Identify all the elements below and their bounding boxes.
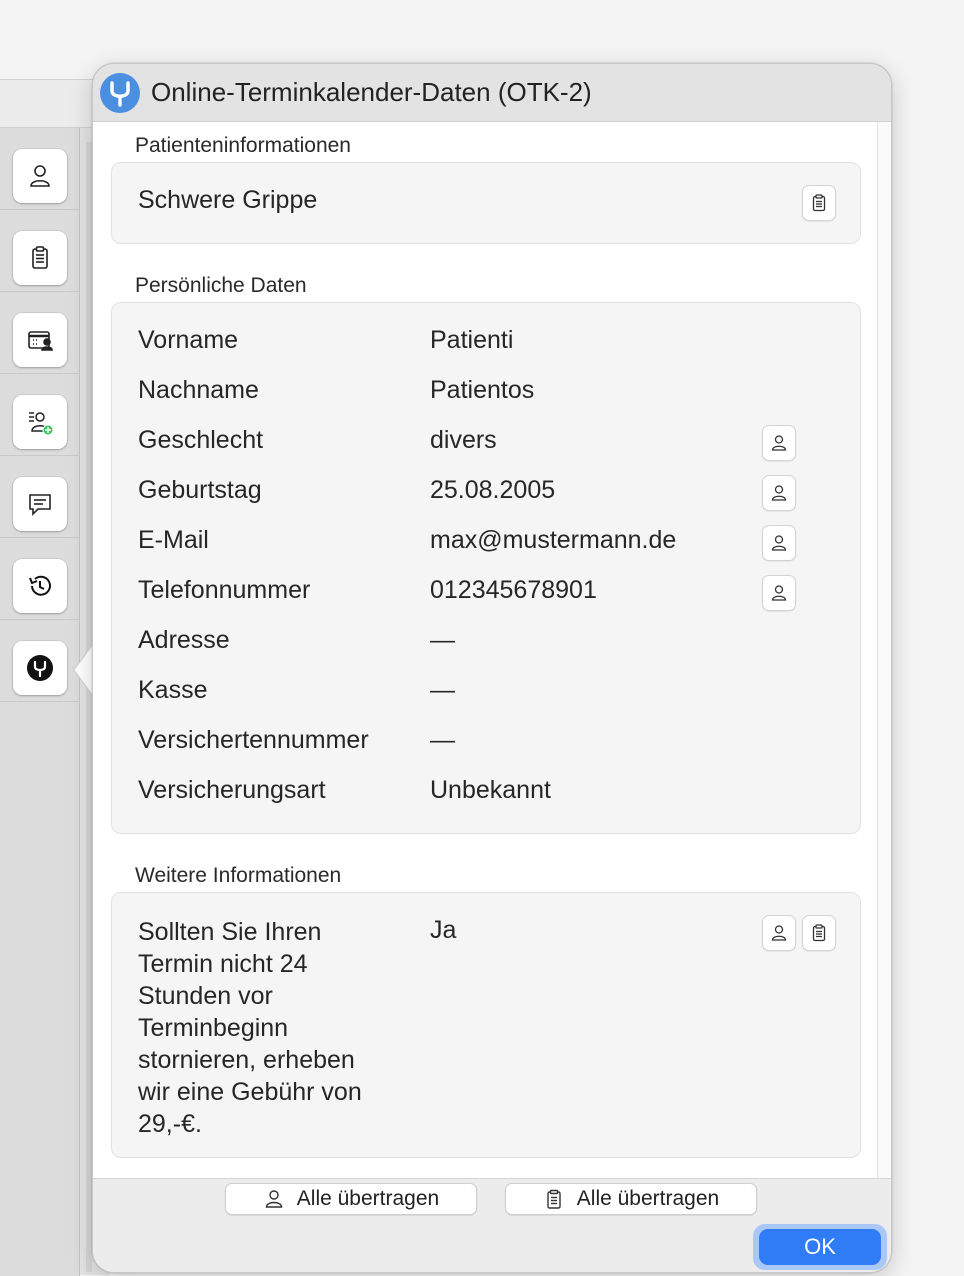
row-value: — bbox=[430, 676, 455, 704]
row-value[interactable]: Unbekannt bbox=[430, 776, 551, 804]
sidebar-button-history[interactable] bbox=[13, 559, 67, 613]
section-title-patient-info: Patienteninformationen bbox=[135, 134, 351, 157]
row-value[interactable]: max@mustermann.de bbox=[430, 526, 677, 554]
sidebar-item-appointments bbox=[0, 292, 80, 374]
row-versichertennummer bbox=[138, 726, 838, 766]
sidebar-item-history bbox=[0, 538, 80, 620]
row-geschlecht bbox=[138, 426, 838, 466]
more-info-box bbox=[111, 892, 861, 1158]
transfer-all-to-patient-button[interactable] bbox=[225, 1183, 477, 1215]
chat-bubble-icon bbox=[26, 490, 54, 518]
row-value: — bbox=[430, 726, 455, 754]
question-line: Stunden vor bbox=[138, 982, 273, 1010]
stethoscope-logo-icon bbox=[26, 654, 54, 682]
row-label: Nachname bbox=[138, 376, 259, 404]
sidebar-item-patient bbox=[0, 128, 80, 210]
row-label: Geburtstag bbox=[138, 476, 262, 504]
transfer-geburtstag-button[interactable] bbox=[762, 475, 796, 511]
section-title-personal: Persönliche Daten bbox=[135, 274, 307, 297]
transfer-telefonnummer-button[interactable] bbox=[762, 575, 796, 611]
person-icon bbox=[769, 583, 789, 603]
sidebar-button-notes[interactable] bbox=[13, 231, 67, 285]
row-kasse bbox=[138, 676, 838, 716]
question-line: 29,-€. bbox=[138, 1110, 202, 1138]
cancellation-question bbox=[138, 916, 362, 1140]
transfer-all-to-patient-label: Alle übertragen bbox=[296, 1187, 440, 1210]
row-vorname bbox=[138, 326, 838, 366]
sidebar-item-messages bbox=[0, 456, 80, 538]
row-label: Adresse bbox=[138, 626, 230, 654]
sidebar-button-online-calendar[interactable] bbox=[13, 641, 67, 695]
row-versicherungsart bbox=[138, 776, 838, 816]
person-icon bbox=[769, 533, 789, 553]
patient-info-box bbox=[111, 162, 861, 244]
clipboard-icon bbox=[26, 244, 54, 272]
patient-info-text[interactable]: Schwere Grippe bbox=[138, 186, 318, 214]
scrollbar[interactable] bbox=[877, 122, 891, 1178]
row-value[interactable]: 25.08.2005 bbox=[430, 476, 556, 504]
row-label: Kasse bbox=[138, 676, 208, 704]
sidebar-button-appointments[interactable] bbox=[13, 313, 67, 367]
row-label: Geschlecht bbox=[138, 426, 264, 454]
row-nachname bbox=[138, 376, 838, 416]
add-patient-icon bbox=[26, 408, 54, 436]
history-icon bbox=[26, 572, 54, 600]
row-label: Telefonnummer bbox=[138, 576, 311, 604]
question-line: Terminbeginn bbox=[138, 1014, 289, 1042]
transfer-email-button[interactable] bbox=[762, 525, 796, 561]
sidebar-item-notes bbox=[0, 210, 80, 292]
sidebar-button-patient[interactable] bbox=[13, 149, 67, 203]
question-line: stornieren, erheben bbox=[138, 1046, 355, 1074]
row-label: Versichertennummer bbox=[138, 726, 369, 754]
sidebar-button-add-patient[interactable] bbox=[13, 395, 67, 449]
section-title-more-info: Weitere Informationen bbox=[135, 864, 342, 887]
sidebar bbox=[0, 128, 80, 1276]
sidebar-item-online-calendar bbox=[0, 620, 80, 702]
clipboard-icon bbox=[809, 923, 829, 943]
cancellation-answer[interactable]: Ja bbox=[430, 916, 457, 944]
person-icon bbox=[263, 1188, 285, 1210]
row-email bbox=[138, 526, 838, 566]
row-adresse bbox=[138, 626, 838, 666]
ok-button[interactable]: OK bbox=[759, 1229, 881, 1265]
clipboard-icon bbox=[543, 1188, 565, 1210]
person-icon bbox=[769, 923, 789, 943]
transfer-all-to-notes-button[interactable] bbox=[505, 1183, 757, 1215]
copy-to-notes-button[interactable] bbox=[802, 185, 836, 221]
person-icon bbox=[769, 433, 789, 453]
person-icon bbox=[26, 162, 54, 190]
personal-data-box bbox=[111, 302, 861, 834]
calendar-person-icon bbox=[26, 326, 54, 354]
row-label: Vorname bbox=[138, 326, 239, 354]
dialog-content bbox=[93, 122, 879, 1178]
question-line: Sollten Sie Ihren bbox=[138, 918, 322, 946]
row-value: — bbox=[430, 626, 455, 654]
stethoscope-logo-icon bbox=[99, 72, 141, 114]
person-icon bbox=[769, 483, 789, 503]
transfer-geschlecht-button[interactable] bbox=[762, 425, 796, 461]
question-line: Termin nicht 24 bbox=[138, 950, 308, 978]
row-telefonnummer bbox=[138, 576, 838, 616]
row-value[interactable]: Patienti bbox=[430, 326, 514, 354]
transfer-answer-to-patient-button[interactable] bbox=[762, 915, 796, 951]
patient-info-row bbox=[138, 186, 838, 226]
clipboard-icon bbox=[809, 193, 829, 213]
sidebar-button-messages[interactable] bbox=[13, 477, 67, 531]
row-geburtstag bbox=[138, 476, 838, 516]
dialog-title: Online-Terminkalender-Daten (OTK-2) bbox=[151, 77, 592, 107]
row-value[interactable]: Patientos bbox=[430, 376, 535, 404]
transfer-answer-to-notes-button[interactable] bbox=[802, 915, 836, 951]
transfer-all-to-notes-label: Alle übertragen bbox=[576, 1187, 720, 1210]
otk-dialog bbox=[92, 63, 892, 1273]
sidebar-item-add-patient bbox=[0, 374, 80, 456]
dialog-titlebar bbox=[93, 64, 891, 122]
dialog-footer bbox=[93, 1178, 891, 1273]
row-value[interactable]: divers bbox=[430, 426, 497, 454]
question-line: wir eine Gebühr von bbox=[138, 1078, 362, 1106]
row-label: Versicherungsart bbox=[138, 776, 326, 804]
row-value[interactable]: 012345678901 bbox=[430, 576, 597, 604]
row-label: E-Mail bbox=[138, 526, 209, 554]
